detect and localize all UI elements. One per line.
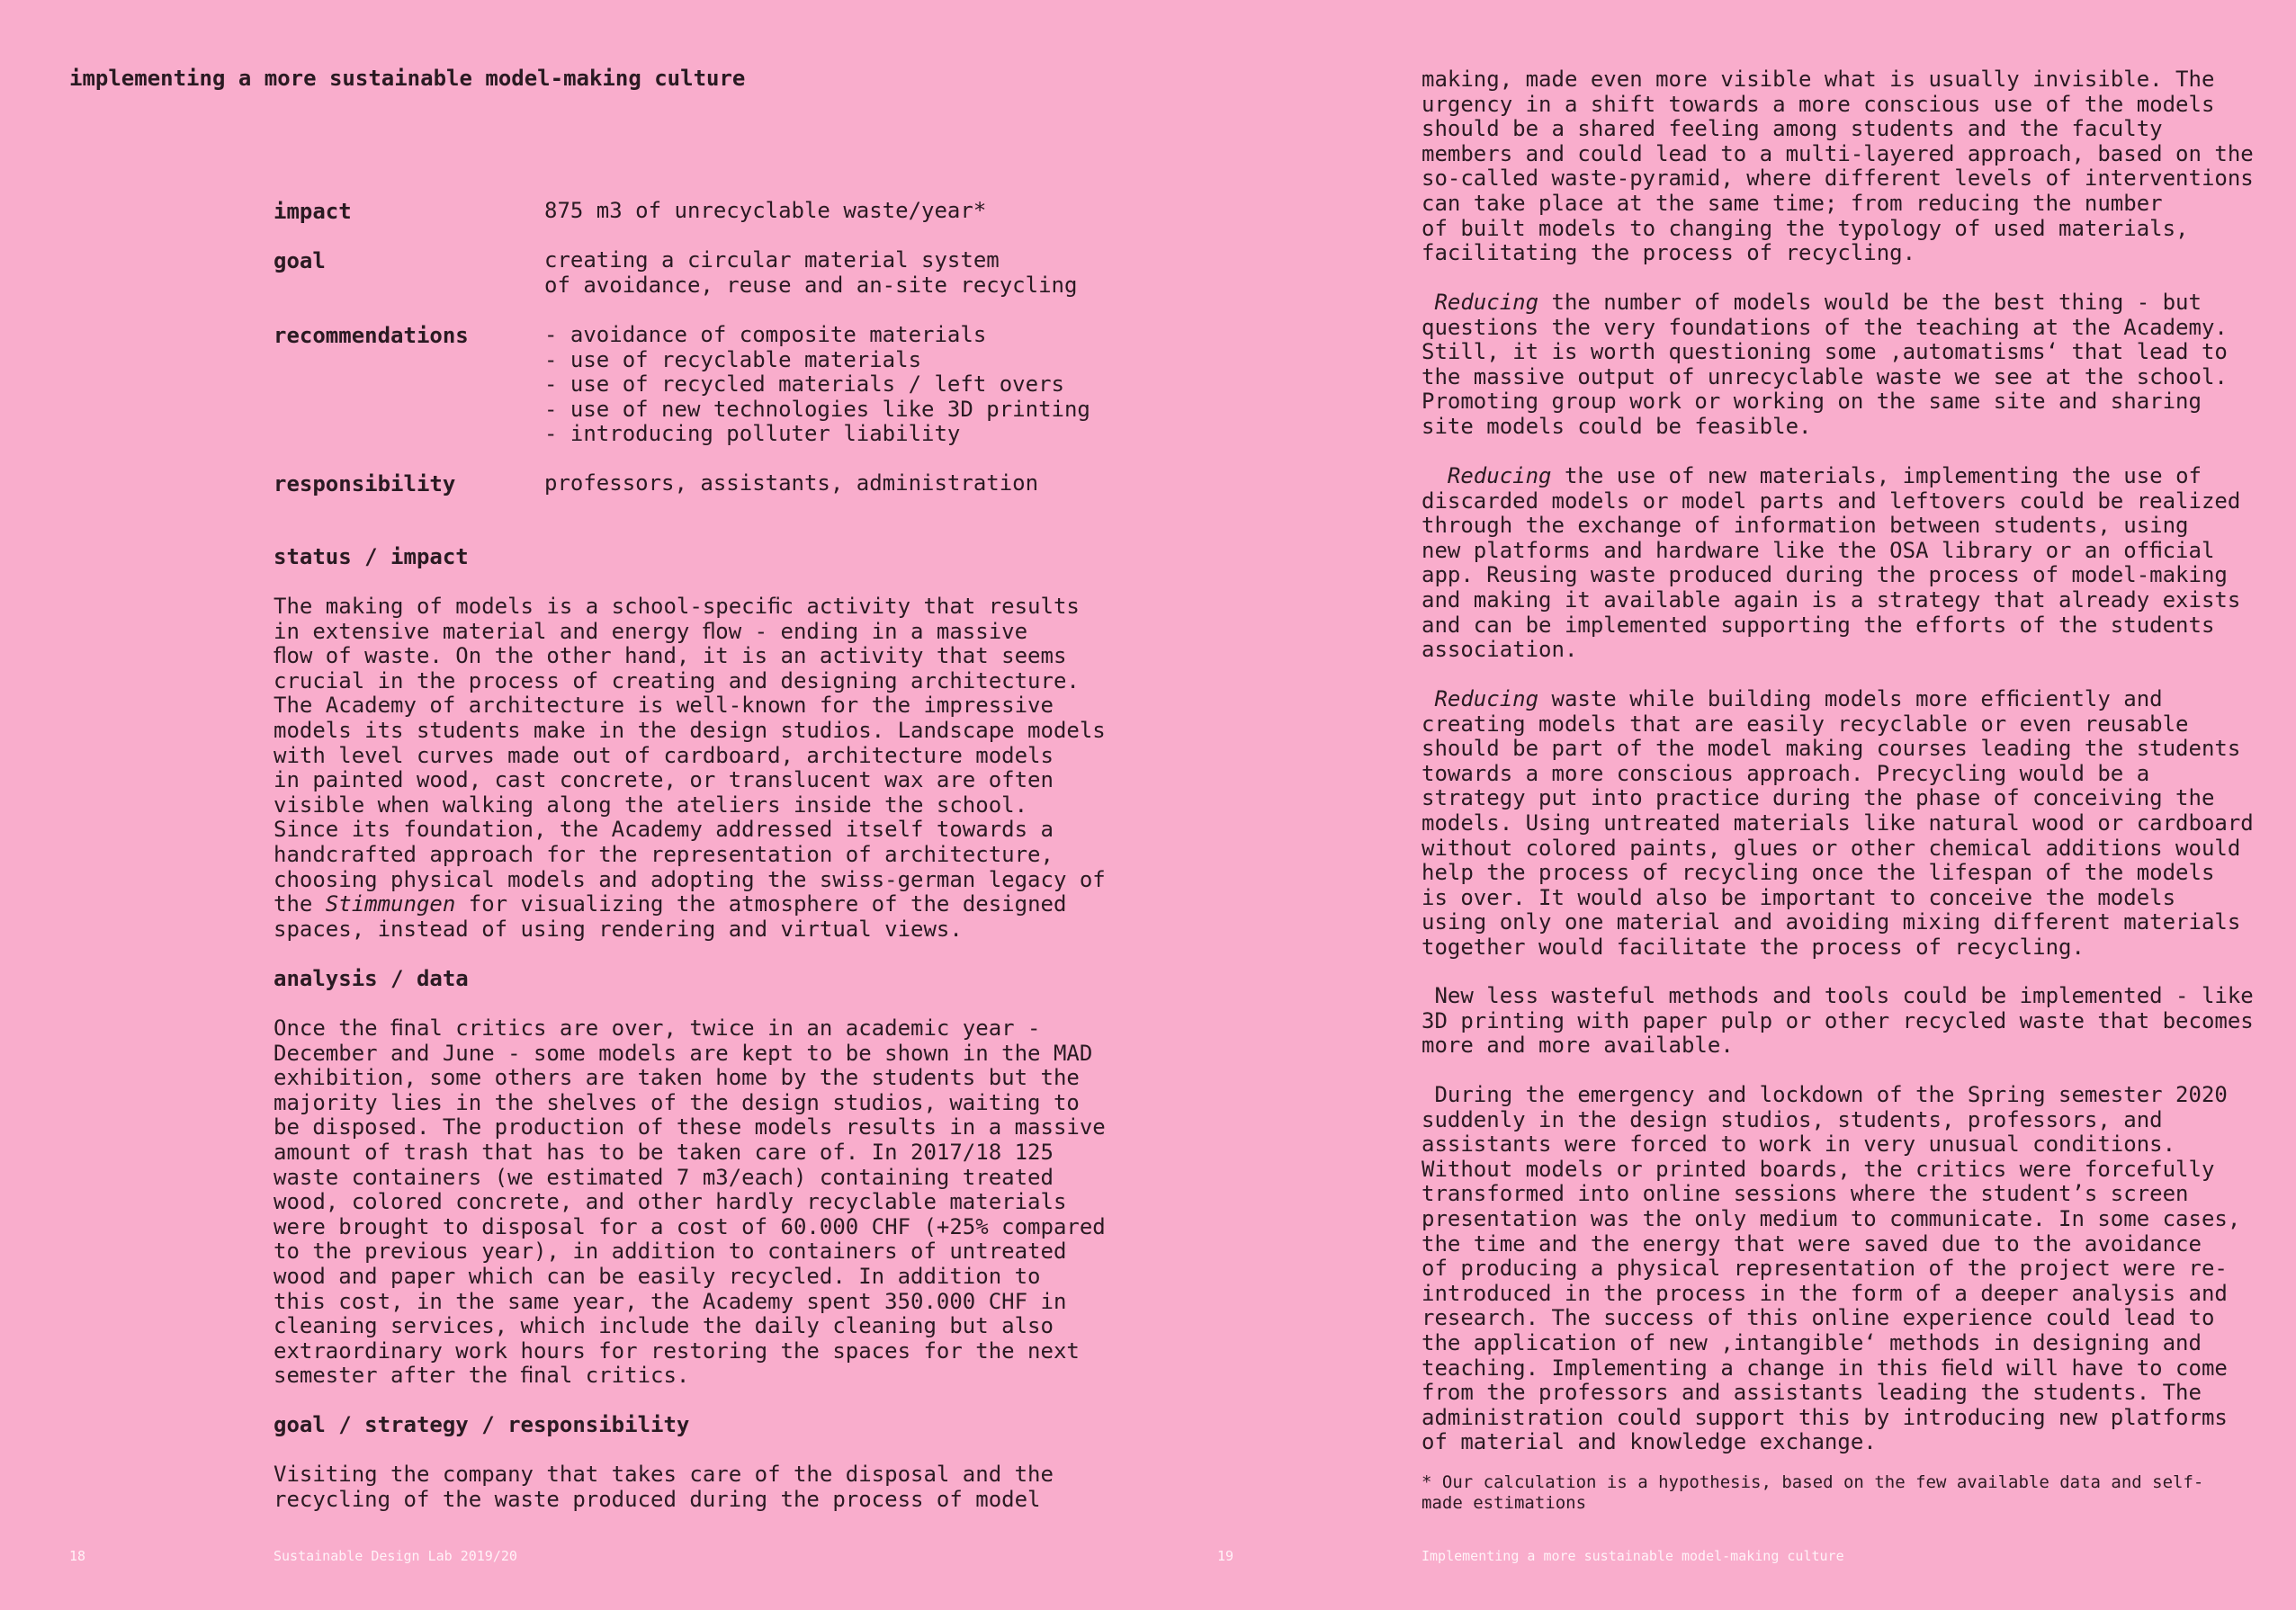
- right-paragraph-2-first: the number of models would be the best thing - but: [1538, 290, 2202, 315]
- fact-value-impact: 875 m3 of unrecyclable waste/year*: [544, 198, 987, 223]
- fact-label-responsibility: responsibility: [274, 471, 456, 496]
- right-paragraph-5: New less wasteful methods and tools could be implemented - like 3D printing with paper pulp or other recycled waste that becomes more and more available.: [1422, 983, 2254, 1059]
- right-paragraph-1: making, made even more visible what is usually invisible. The urgency in a shift towards a more conscious use of the models should be a shared feeling among students and the faculty members and could lead to a multi-layered approach, based on the so-called waste-pyramid, where different levels of interventions can take place at the same time; from reducing the number of built models to changing the typology of used materials, facilitating the process of recycling.: [1422, 67, 2254, 266]
- status-paragraph-pre: the: [274, 891, 326, 917]
- fact-value-goal: creating a circular material system of avoidance, reuse and an-site recycling: [544, 247, 1078, 298]
- right-paragraph-2-rest: questions the very foundations of the teaching at the Academy. Still, it is worth questioning some ‚automatisms‘ that lead to the massive output of unrecyclable waste we see at the school. Promoting group work or working on the same site and sharing site models could be feasible.: [1422, 314, 2228, 439]
- page-title: implementing a more sustainable model-making culture: [69, 66, 746, 91]
- fact-label-impact: impact: [274, 199, 352, 224]
- right-paragraph-4-first: waste while building models more efﬁciently and: [1538, 686, 2163, 711]
- fact-value-recommendations: - avoidance of composite materials - use of recyclable materials - use of recycled materials / left overs - use of new technologies like 3D printing - introducing polluter liability: [544, 322, 1090, 447]
- right-paragraph-2: [1422, 291, 2258, 440]
- footnote: * Our calculation is a hypothesis, based on the few available data and self- made estimations: [1422, 1472, 2204, 1513]
- page-number-right: 19: [1217, 1548, 1234, 1564]
- status-paragraph-emphasis: Stimmungen: [325, 891, 456, 917]
- status-paragraph-post: for visualizing the atmosphere of the designed spaces, instead of using rendering and virtual views.: [274, 891, 1067, 942]
- right-paragraph-3-emphasis: Reducing: [1447, 463, 1552, 488]
- section-heading-analysis: analysis / data: [274, 966, 469, 991]
- right-paragraph-3: [1422, 464, 2258, 663]
- analysis-paragraph: Once the ﬁnal critics are over, twice in an academic year - December and June - some models are kept to be shown in the MAD exhibition, some others are taken home by the students but the majority lies in the shelves of the design studios, waiting to be disposed. The production of these models results in a massive amount of trash that has to be taken care of. In 2017/18 125 waste containers (we estimated 7 m3/each) containing treated wood, colored concrete, and other hardly recyclable materials were brought to disposal for a cost of 60.000 CHF (+25% compared to the previous year), in addition to containers of untreated wood and paper which can be easily recycled. In addition to this cost, in the same year, the Academy spent 350.000 CHF in cleaning services, which include the daily cleaning but also extraordinary work hours for restoring the spaces for the next semester after the ﬁnal critics.: [274, 1015, 1106, 1389]
- right-paragraph-3-rest: discarded models or model parts and leftovers could be realized through the exchange of information between students, using new platforms and hardware like the OSA library or an ofﬁcial app. Reusing waste produced during the process of model-making and making it available again is a strategy that already exists and can be implemented supporting the efforts of the students association.: [1422, 487, 2241, 663]
- fact-label-recommendations: recommendations: [274, 323, 469, 348]
- right-paragraph-4: [1422, 687, 2258, 961]
- status-paragraph: [274, 594, 1106, 942]
- section-heading-status: status / impact: [274, 544, 469, 569]
- fact-label-goal: goal: [274, 248, 326, 273]
- page-number-left: 18: [69, 1548, 86, 1564]
- fact-value-responsibility: professors, assistants, administration: [544, 470, 1039, 496]
- right-paragraph-4-rest: creating models that are easily recyclable or even reusable should be part of the model making courses leading the students towards a more conscious approach. Precycling would be a strategy put into practice during the phase of conceiving the models. Using untreated materials like natural wood or cardboard without colored paints, glues or other chemical additions would help the process of recycling once the lifespan of the models is over. It would also be important to conceive the models using only one material and avoiding mixing different materials together would facilitate the process of recycling.: [1422, 711, 2254, 960]
- right-paragraph-3-first: the use of new materials, implementing the use of: [1551, 463, 2202, 488]
- section-heading-goal: goal / strategy / responsibility: [274, 1412, 690, 1437]
- footer-left-text: Sustainable Design Lab 2019/20: [274, 1548, 517, 1564]
- right-paragraph-6: During the emergency and lockdown of the Spring semester 2020 suddenly in the design studios, students, professors, and assistants were forced to work in very unusual conditions. Without models or printed boards, the critics were forcefully transformed into online sessions where the student’s screen presentation was the only medium to communicate. In some cases, the time and the energy that were saved due to the avoidance of producing a physical representation of the project were re- introduced in the process in the form of a deeper analysis and research. The success of this online experience could lead to the application of new ‚intangible‘ methods in designing and teaching. Implementing a change in this ﬁeld will have to come from the professors and assistants leading the students. The administration could support this by introducing new platforms of material and knowledge exchange.: [1422, 1082, 2241, 1455]
- right-paragraph-2-emphasis: Reducing: [1434, 290, 1539, 315]
- right-paragraph-4-emphasis: Reducing: [1434, 686, 1539, 711]
- footer-right-text: Implementing a more sustainable model-making culture: [1422, 1548, 1844, 1564]
- status-paragraph-main: The making of models is a school-speciﬁc activity that results in extensive material and energy ﬂow - ending in a massive ﬂow of waste. On the other hand, it is an activity that seems crucial in the process of creating and designing architecture. The Academy of architecture is well-known for the impressive models its students make in the design studios. Landscape models with level curves made out of cardboard, architecture models in painted wood, cast concrete, or translucent wax are often visible when walking along the ateliers inside the school. Since its foundation, the Academy addressed itself towards a handcrafted approach for the representation of architecture, choosing physical models and adopting the swiss-german legacy of: [274, 594, 1106, 892]
- goal-paragraph: Visiting the company that takes care of the disposal and the recycling of the waste produced during the process of model: [274, 1462, 1054, 1512]
